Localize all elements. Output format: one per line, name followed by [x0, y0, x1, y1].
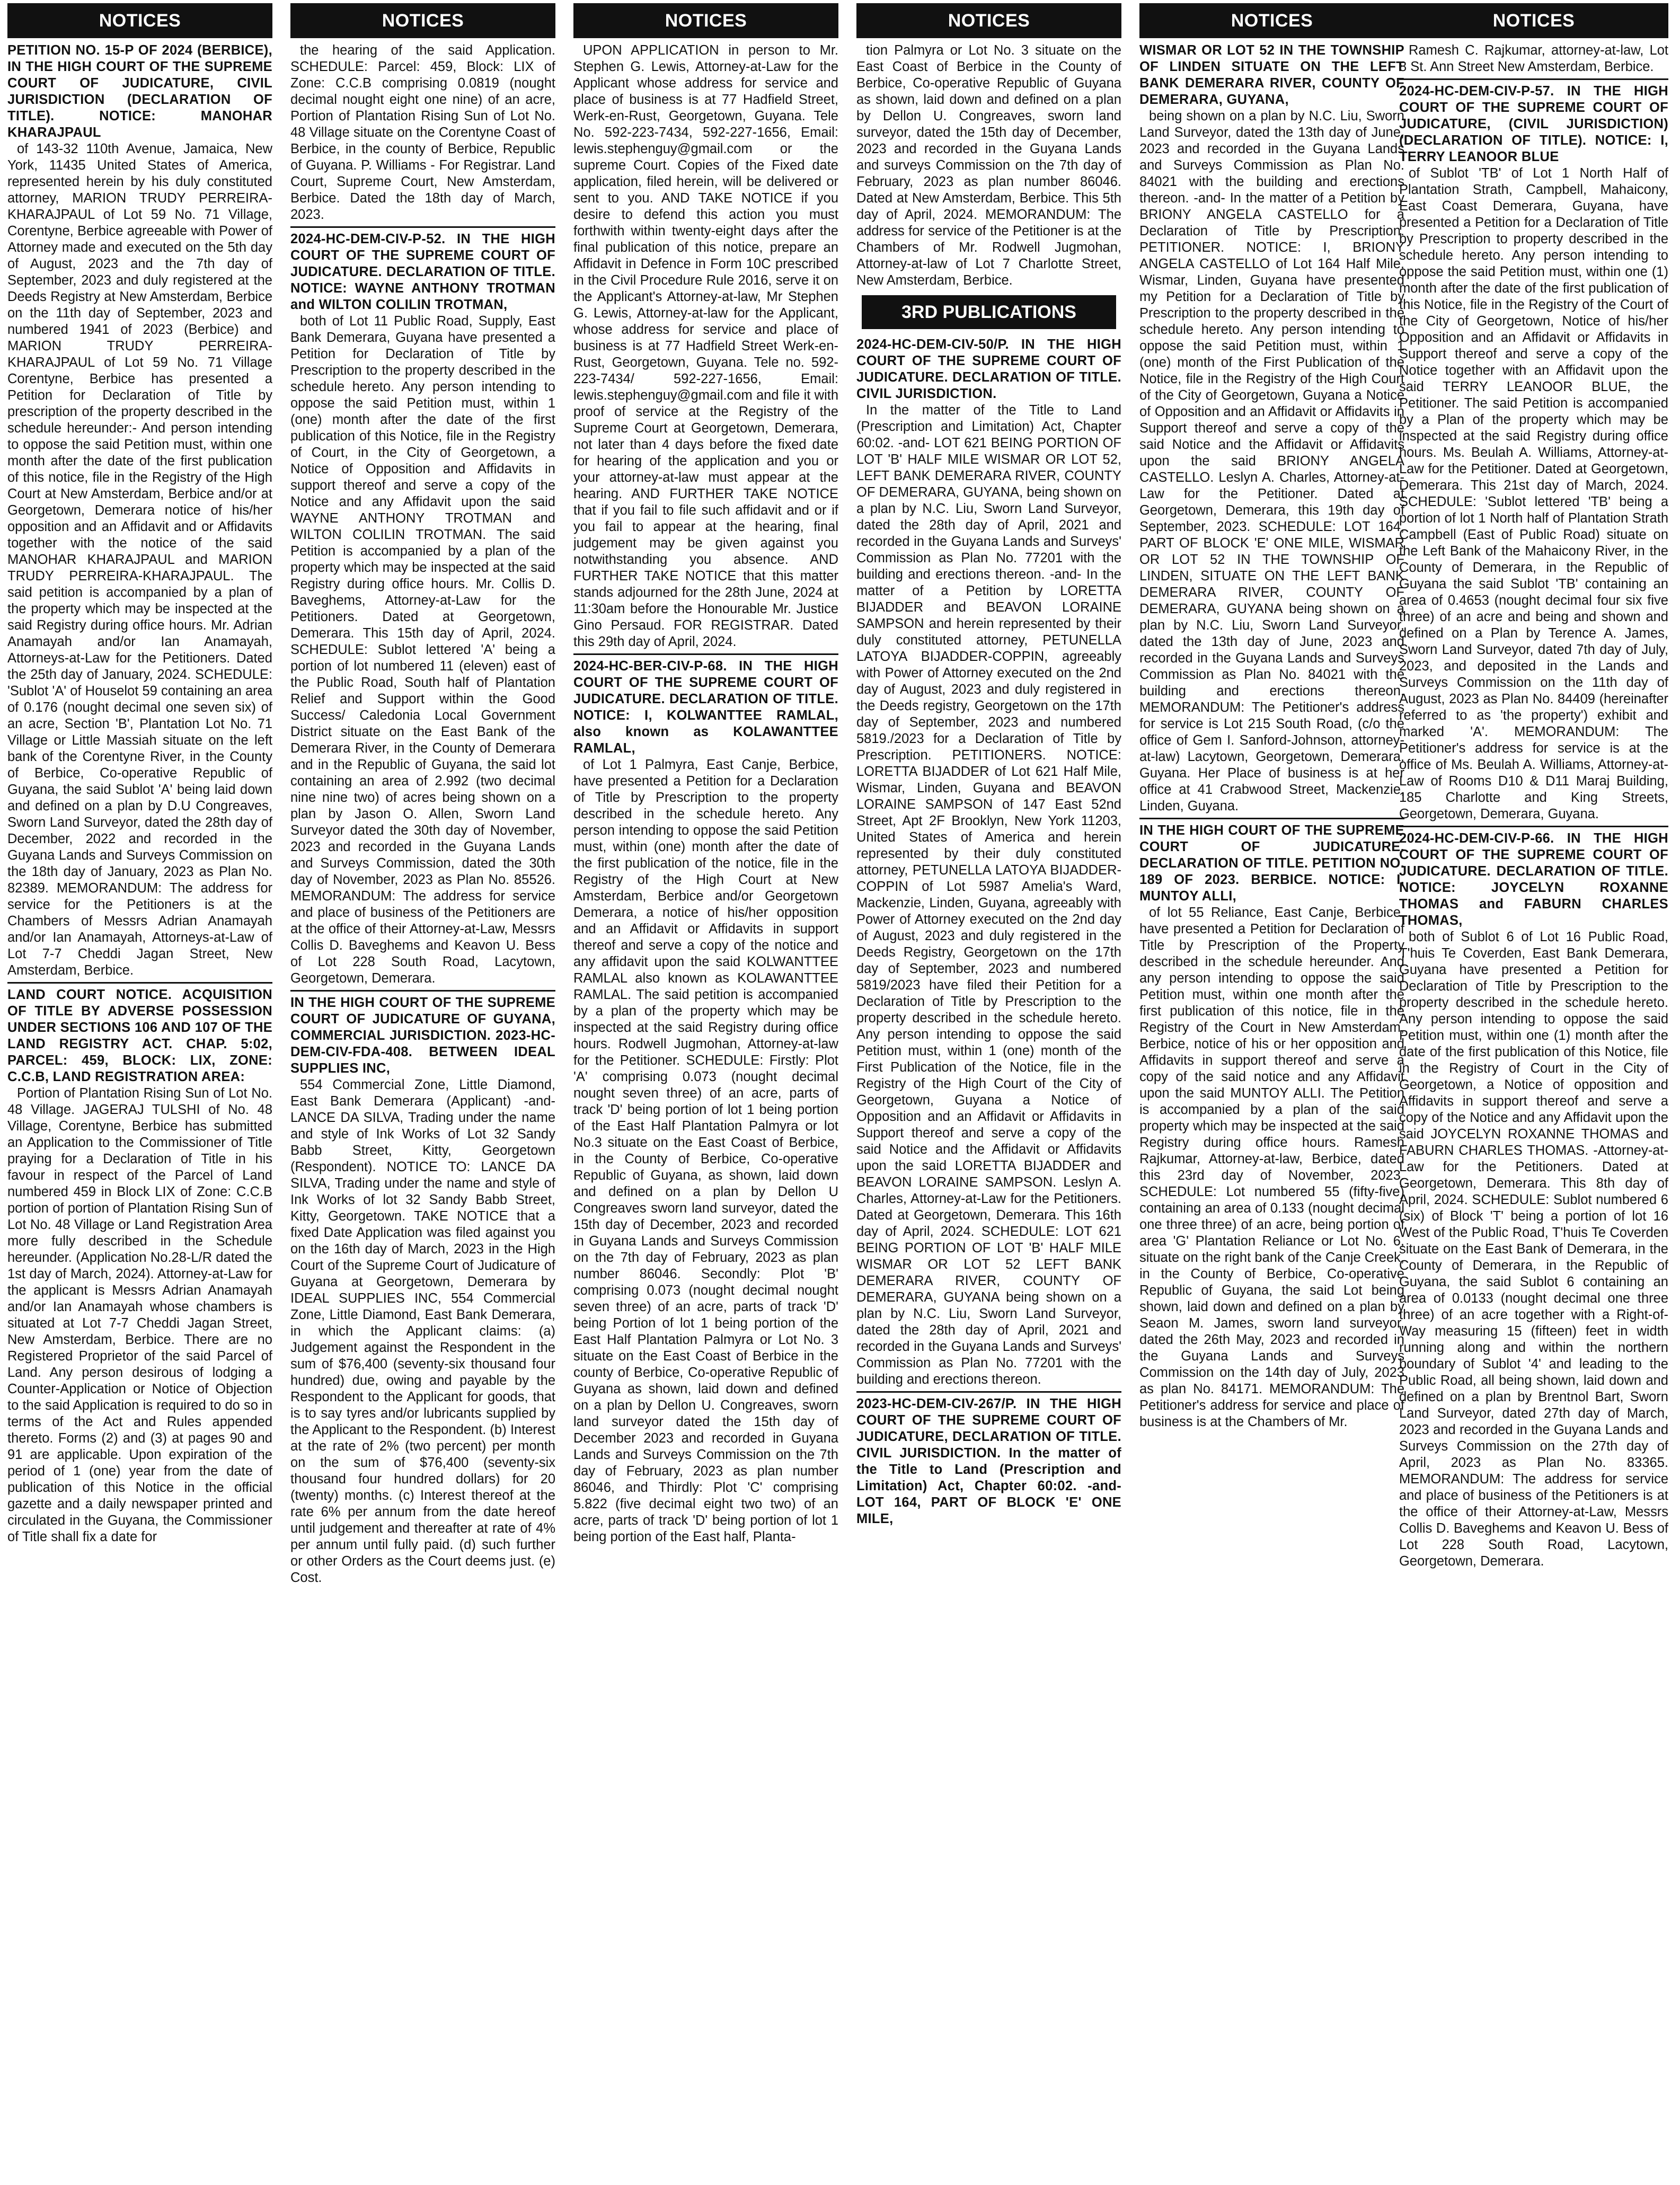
notice — [1399, 830, 1668, 1570]
notice-title: 2024-HC-BER-CIV-P-68. IN THE HIGH COURT OF THE SUPREME COURT OF JUDICATURE. DECLARATION OF TITLE. NOTICE: I, KOLWANTTEE RAMLAL, also known as KOLAWANTTEE RAMLAL, — [573, 659, 838, 756]
notice-body: of 143-32 110th Avenue, Jamaica, New York, 11435 United States of America, represented herein by his duly constituted attorney, MARION TRUDY PERREIRA-KHARAJPAUL of Lot 59 No. 71 Village, Corentyne, Berbice agreeable with Power of Attorney made and executed on the 5th day of August, 2023 and the 7th day of September, 2023 and duly registered at the Deeds Registry at New Amsterdam, Berbice on the 11th day of September, 2023 and numbered 1941 of 2023 (Berbice) and MARION TRUDY PERREIRA-KHARAJPAUL of Lot 59 No. 71 Village Corentyne, Berbice has presented a Petition for Declaration of Title by prescription of the property described in the schedule hereunder:- And person intending to oppose the said Petition must, within one month after the date of the first publication of this notice, file in the Registry of the High Court at New Amsterdam, Berbice and/or at Georgetown, Demerara notice of his/her opposition and an Affidavit and or Affidavits together with the notice of the said MANOHAR KHARAJPAUL and MARION TRUDY PERREIRA-KHARAJPAUL. The said petition is accompanied by a plan of the property which may be inspected at the said Registry during office hours. Mr. Adrian Anamayah and/or Ian Anamayah, Attorneys-at-Law for the Petitioners. Dated the 25th day of January, 2024. SCHEDULE: 'Sublot 'A' of Houselot 59 containing an area of 0.176 (nought decimal one seven six) of an acre, Section 'B', Plantation Lot No. 71 Village or Little Massiah situate on the left bank of the Corentyne River, in the County of Berbice, Co-operative Republic of Guyana, the said Sublot 'A' being laid down and defined on a plan by D.U Congreaves, Sworn Land Surveyor, dated the 28th day of December, 2022 and recorded in the Guyana Lands and Surveys Commission on the 18th day of January, 2023 as Plan No. 82389. MEMORANDUM: The address for service for the Petitioners is at the Chambers of Messrs Adrian Anamayah and/or Ian Anamayah, Attorneys-at-Law of Lot 7-7 Cheddi Jagan Street, New Amsterdam, Berbice. — [7, 141, 272, 978]
notice-body: tion Palmyra or Lot No. 3 situate on the East Coast of Berbice in the County of Berbice, Co-operative Republic of Guyana as shown, laid down and defined on a plan by Dellon U. Congreaves, sworn land surveyor, dated the 15th day of December, 2023 and recorded in the Guyana Lands and surveys Commission on the 7th day of February, 2023 as plan number 86046. Dated at New Amsterdam, Berbice. This 5th day of April, 2024. MEMORANDUM: The address for service of the Petitioner is at the Chambers of Mr. Rodwell Jugmohan, Attorney-at-law of Lot 7 Charlotte Street, New Amsterdam, Berbice. — [856, 43, 1121, 288]
divider — [1399, 78, 1668, 80]
column-header: NOTICES — [1139, 3, 1404, 38]
divider — [290, 990, 555, 992]
notice — [573, 658, 838, 1545]
section-banner: 3RD PUBLICATIONS — [862, 295, 1116, 329]
notice-body: of Sublot 'TB' of Lot 1 North Half of Plantation Strath, Campbell, Mahaicony, East Coast Demerara, Guyana, have presented a Petition for a Declaration of Title by Prescription to property described in the schedule hereto. Any person intending to oppose the said Petition must, within one (1) month after the date of the first publication of this Notice, file in the Registry of the Court of the City of Georgetown, Notice of his/her Opposition and an Affidavit or Affidavits in Support thereof and serve a copy of the Notice together with an Affidavit upon the said TERRY LEANOOR BLUE, the Petitioner. The said Petition is accompanied by a Plan of the property which may be inspected at the said Registry during office hours. Ms. Beulah A. Williams, Attorney-at-Law for the Petitioner. Dated at Georgetown, Demerara. This 21st day of March, 2024. SCHEDULE: 'Sublot lettered 'TB' being a portion of lot 1 North half of Plantation Strath Campbell (East of Public Road) situate on the Left Bank of the Mahaicony River, in the County of Demerara, in the Republic of Guyana the said Sublot 'TB' containing an area of 0.4653 (nought decimal four six five three) of an acre and being and shown and defined on a Plan by Terence A. James, Sworn Land Surveyor, dated 7th day of July, 2023, and deposited in the Lands and Surveys Commission on the 11th day of August, 2023 as Plan No. 84409 (hereinafter referred to as 'the property') exhibit and marked 'A'. MEMORANDUM: The Petitioner's address for service is at the office of Ms. Beulah A. Williams, Attorney-at-Law of Rooms D10 & D11 Maraj Building, 185 Charlotte and King Streets, Georgetown, Demerara, Guyana. — [1399, 166, 1668, 821]
notice-title: 2024-HC-DEM-CIV-P-57. IN THE HIGH COURT OF THE SUPREME COURT OF JUDICATURE, (CIVIL JURISDICTION) (DECLARATION OF TITLE). NOTICE: I, TERRY LEANOOR BLUE — [1399, 84, 1668, 164]
notice-body: In the matter of the Title to Land (Prescription and Limitation) Act, Chapter 60:02. -and- LOT 621 BEING PORTION OF LOT 'B' HALF MILE WISMAR OR LOT 52, LEFT BANK DEMERARA RIVER, COUNTY OF DEMERARA, GUYANA, being shown on a plan by N.C. Liu, Sworn Land Surveyor, dated the 28th day of April, 2021 and recorded in the Guyana Lands and Surveys' Commission as Plan No. 77201 with the building and erections thereon. -and- In the matter of a Petition by LORETTA BIJADDER and BEAVON LORAINE SAMPSON and herein represented by their duly constituted attorney, PETUNELLA LATOYA BIJADDER-COPPIN, agreeably with Power of Attorney executed on the 2nd day of August, 2023 and duly registered in the Deeds registry, Georgetown on the 17th day of September, 2023 and numbered 5819./2023 for a Declaration of Title by Prescription. PETITIONERS. NOTICE: LORETTA BIJADDER of Lot 621 Half Mile, Wismar, Linden, Guyana and BEAVON LORAINE SAMPSON of 147 East 52nd Street, Apt 2F Brooklyn, New York 11203, United States of America and herein represented by their duly constituted attorney, PETUNELLA LATOYA BIJADDER-COPPIN of Lot 5987 Amelia's Ward, Mackenzie, Linden, Guyana, agreeably with Power of Attorney executed on the 2nd day of August, 2023 and duly registered in the Deeds Registry, Georgetown on the 17th day of September, 2023 and numbered 5819/2023 have filed their Petition for a Declaration of Title by Prescription to the property described in the schedule hereto. Any person intending to oppose the said Petition must, within 1 (one) month of the First Publication of the Notice, file in the Registry of the High Court of the City of Georgetown, Guyana a Notice of Opposition and an Affidavit or Affidavits in Support thereof and serve a copy of the said Notice and the Affidavit or Affidavits upon the said LORETTA BIJADDER and BEAVON LORAINE SAMPSON. Leslyn A. Charles, Attorney-at-Law for the Petitioners. Dated at Georgetown, Demerara. This 16th day of April, 2024. SCHEDULE: LOT 621 BEING PORTION OF LOT 'B' HALF MILE WISMAR OR LOT 52 LEFT BANK DEMERARA RIVER, COUNTY OF DEMERARA, GUYANA being shown on a plan by N.C. Liu, Sworn Land Surveyor, dated the 28th day of April, 2021 and recorded in the Guyana Lands and Surveys' Commission as Plan No. 77201 with the building and erections thereon. — [856, 403, 1121, 1387]
column-5 — [1139, 0, 1404, 2185]
notice-title: PETITION NO. 15-P OF 2024 (BERBICE), IN THE HIGH COURT OF THE SUPREME COURT OF JUDICATURE, CIVIL JURISDICTION (DECLARATION OF TITLE). NOTICE: MANOHAR KHARAJPAUL — [7, 43, 272, 140]
notice-title: 2023-HC-DEM-CIV-267/P. IN THE HIGH COURT OF THE SUPREME COURT OF JUDICATURE, DECLARATION OF TITLE. CIVIL JURISDICTION. In the matter of the Title to Land (Prescription and Limitation) Act, Chapter 60:02. -and- LOT 164, PART OF BLOCK 'E' ONE MILE, — [856, 1396, 1121, 1526]
notice — [290, 42, 555, 223]
notice — [856, 42, 1121, 289]
notice-body: 554 Commercial Zone, Little Diamond, East Bank Demerara (Applicant) -and-LANCE DA SILVA, Trading under the name and style of Ink Works of Lot 32 Sandy Babb Street, Kitty, Georgetown (Respondent). NOTICE TO: LANCE DA SILVA, Trading under the name and style of Ink Works of lot 32 Sandy Babb Street, Kitty, Georgetown. TAKE NOTICE that a fixed Date Application was filed against you on the 16th day of March, 2023 in the High Court of the Supreme Court of Judicature of Guyana at Georgetown, Demerara by IDEAL SUPPLIES INC, 554 Commercial Zone, Little Diamond, East Bank Demerara, in which the Applicant claims: (a) Judgement against the Respondent in the sum of $76,400 (seventy-six thousand four hundred) due, owing and payable by the Respondent to the Applicant for goods, that is to say tyres and/or lubricants supplied by the Applicant to the Respondent. (b) Interest at the rate of 2% (two percent) per month on the sum of $76,400 (seventy-six thousand four hundred dollars) for 20 (twenty) months. (c) Interest thereof at the rate 6% per annum from the date hereof until judgement and thereafter at rate of 4% per annum until fully paid. (d) such further or other Orders as the Court deems just. (e) Cost. — [290, 1077, 555, 1585]
notice-body: UPON APPLICATION in person to Mr. Stephen G. Lewis, Attorney-at-Law for the Applicant whose address for service and place of business is at 77 Hadfield Street, Werk-en-Rust, Georgetown, Guyana. Tele No. 592-223-7434, 592-227-1656, Email: lewis.stephenguy@gmail.com or the supreme Court. Copies of the Fixed date application, filed herein, will be delivered or sent to you. AND TAKE NOTICE if you desire to defend this action you must forthwith within twenty-eight days after the final publication of this notice, prepare an Affidavit in Defence in Form 10C prescribed in the Civil Procedure Rule 2016, serve it on the Applicant's Attorney-at-law, Mr Stephen G. Lewis, Attorney-at-law for the Applicant, whose address for service and place of business is at 77 Hadfield Street Werk-en-Rust, Georgetown, Guyana. Tele no. 592-223-7434/ 592-227-1656, Email: lewis.stephenguy@gmail.com and file it with proof of service at the Registry of the Supreme Court at Georgetown, Demerara, not later than 4 days before the fixed date for hearing of the application and you or your attorney-at-law must appear at the hearing. AND FURTHER TAKE NOTICE that if you fail to file such affidavit and or if you fail to appear at the hearing, final judgement may be given against you notwithstanding you absence. AND FURTHER TAKE NOTICE that this matter stands adjourned for the 28th June, 2024 at 11:30am before the Honourable Mr. Justice Gino Persaud. FOR REGISTRAR. Dated this 29th day of April, 2024. — [573, 43, 838, 649]
notice-title: IN THE HIGH COURT OF THE SUPREME COURT OF JUDICATURE OF GUYANA, COMMERCIAL JURISDICTION. 2023-HC-DEM-CIV-FDA-408. BETWEEN IDEAL SUPPLIES INC, — [290, 995, 555, 1076]
notice-title: WISMAR OR LOT 52 IN THE TOWNSHIP OF LINDEN SITUATE ON THE LEFT BANK DEMERARA RIVER, COUNTY OF DEMERARA, GUYANA, — [1139, 43, 1404, 107]
notice-body: the hearing of the said Application. SCHEDULE: Parcel: 459, Block: LIX of Zone: C.C.B comprising 0.0819 (nought decimal nought eight one nine) of an acre, Portion of Plantation Rising Sun of Lot No. 48 Village situate on the Corentyne Coast of Berbice, in the county of Berbice, Republic of Guyana. P. Williams - For Registrar. Land Court, Supreme Court, New Amsterdam, Berbice. Dated the 18th day of March, 2023. — [290, 43, 555, 222]
notice-body: both of Lot 11 Public Road, Supply, East Bank Demerara, Guyana have presented a Petition for Declaration of Title by Prescription to the property described in the schedule hereto. Any person intending to oppose the said Petition must, within 1 (one) month after the date of the first publication of this Notice, file in the Registry of Court, in the City of Georgetown, a Notice of Opposition and Affidavits in support thereof and serve a copy of the Notice and any Affidavit upon the said WAYNE ANTHONY TROTMAN and WILTON COLILIN TROTMAN. The said Petition is accompanied by a plan of the property which may be inspected at the said Registry during office hours. Mr. Collis D. Baveghems, Attorney-at-Law for the Petitioners. Dated at Georgetown, Demerara. This 15th day of April, 2024. SCHEDULE: Sublot lettered 'A' being a portion of lot numbered 11 (eleven) east of the Public Road, South half of Plantation Relief and Support within the Good Success/ Caledonia Local Government District situate on the East Bank of the Demerara River, in the County of Demerara and in the Republic of Guyana, the said lot containing an area of 2.992 (two decimal nine nine two) of acres being shown on a plan by Jason O. Allen, Sworn Land Surveyor dated the 30th day of November, 2023 and recorded in the Guyana Lands and Surveys Commission, dated the 30th day of November, 2023 as Plan No. 85526. MEMORANDUM: The address for service and place of business of the Petitioners are at the office of their Attorney-at-Law, Messrs Collis D. Baveghems and Keavon U. Bess of Lot 228 South Road, Lacytown, Georgetown, Demerara. — [290, 314, 555, 986]
divider — [573, 653, 838, 655]
column-header: NOTICES — [573, 3, 838, 38]
notice-body: both of Sublot 6 of Lot 16 Public Road, T'huis Te Coverden, East Bank Demerara, Guyana have presented a Petition for Declaration of Title by Prescription to the property described in the schedule hereto. Any person intending to oppose the said Petition must, within one (1) month after the date of the first publication of this Notice, file in the Registry of Court in the City of Georgetown, a Notice of opposition and Affidavits in support thereof and serve a copy of the Notice and any Affidavit upon the said JOYCELYN ROXANNE THOMAS and FABURN CHARLES THOMAS. -Attorney-at-Law for the Petitioners. Dated at Georgetown, Demerara. This 8th day of April, 2024. SCHEDULE: Sublot numbered 6 (six) of Block 'T' being a portion of lot 16 West of the Public Road, T'huis Te Coverden situate on the East Bank of Demerara, in the County of Demerara, in the Republic of Guyana, the said Sublot 6 containing an area of 0.0133 (nought decimal one three three) of an acre together with a Right-of-Way measuring 15 (fifteen) feet in width running along and within the northern boundary of Sublot '4' and leading to the Public Road, all being shown, laid down and defined on a plan by Brentnol Bart, Sworn Land Surveyor, dated 27th day of March, 2023 and recorded in the Guyana Lands and Surveys Commission on the 27th day of April, 2023 as Plan No. 83365. MEMORANDUM: The address for service and place of business of the Petitioners is at the office of their Attorney-at-Law, Messrs Collis D. Baveghems and Keavon U. Bess of Lot 228 South Road, Lacytown, Georgetown, Demerara. — [1399, 930, 1668, 1569]
notice-body: Portion of Plantation Rising Sun of Lot No. 48 Village. JAGERAJ TULSHI of No. 48 Village, Corentyne, Berbice has submitted an Application to the Commissioner of Title praying for a Declaration of Title in his favour in respect of the Parcel of Land numbered 459 in Block LIX of Zone: C.C.B portion of portion of Plantation Rising Sun of Lot No. 48 Village or Land Registration Area more fully described in the Schedule hereunder. (Application No.28-L/R dated the 1st day of March, 2024). Attorney-at-Law for the applicant is Messrs Adrian Anamayah and/or Ian Anamayah whose chambers is situated at Lot 7-7 Cheddi Jagan Street, New Amsterdam, Berbice. There are no Registered Proprietor of the said Parcel of Land. Any person desirous of lodging a Counter-Application or Notice of Objection to the said Application is required to do so in terms of the Act and Rules appended thereto. Forms (2) and (3) at pages 90 and 91 are applicable. Upon expiration of the period of 1 (one) year from the date of publication of this Notice in the official gazette and a daily newspaper printed and circulated in the Guyana, the Commissioner of Title shall fix a date for — [7, 1086, 272, 1544]
notice — [7, 42, 272, 979]
notice — [1399, 83, 1668, 822]
notice — [7, 987, 272, 1545]
column-header: NOTICES — [856, 3, 1121, 38]
notice-body: being shown on a plan by N.C. Liu, Sworn Land Surveyor, dated the 13th day of June, 2023 and recorded in the Guyana Lands and Surveys Commission as Plan No. 84021 with the building and erections thereon. -and- In the matter of a Petition by BRIONY ANGELA CASTELLO for a Declaration of Title by Prescription. PETITIONER. NOTICE: I, BRIONY ANGELA CASTELLO of Lot 164 Half Mile, Wismar, Linden, Guyana have presented my Petition for a Declaration of Title by Prescription to the property described in the schedule hereto. Any person intending to oppose the said Petition must, within 1 (one) month of the First Publication of the Notice, file in the Registry of the High Court of the City of Georgetown, Guyana a Notice of Opposition and an Affidavit or Affidavits in Support thereof and serve a copy of the said Notice and the Affidavit or Affidavits upon the said BRIONY ANGELA CASTELLO. Leslyn A. Charles, Attorney-at-Law for the Petitioner. Dated at Georgetown, Demerara, this 19th day of September, 2023. SCHEDULE: LOT 164, PART OF BLOCK 'E' ONE MILE, WISMAR OR LOT 52 IN THE TOWNSHIP OF LINDEN, SITUATE ON THE LEFT BANK DEMERARA RIVER, COUNTY OF DEMERARA, GUYANA being shown on a plan by N.C. Liu, Sworn Land Surveyor, dated the 13th day of June, 2023 and recorded in the Guyana Lands and Surveys Commission as Plan No. 84021 with the building and erections thereon. MEMORANDUM: The Petitioner's address for service is Lot 215 South Road, (c/o the office of Gem I. Sanford-Johnson, attorney-at-law) Lacytown, Georgetown, Demerara, Guyana. Her Place of business is at her office at 41 Crabwood Street, Mackenzie, Linden, Guyana. — [1139, 109, 1404, 813]
notice — [290, 231, 555, 987]
divider — [1139, 818, 1404, 819]
divider — [1399, 826, 1668, 827]
notice — [856, 1396, 1121, 1527]
notice — [290, 995, 555, 1586]
notice-title: 2024-HC-DEM-CIV-P-66. IN THE HIGH COURT OF THE SUPREME COURT OF JUDICATURE. DECLARATION OF TITLE. NOTICE: JOYCELYN ROXANNE THOMAS and FABURN CHARLES THOMAS, — [1399, 831, 1668, 928]
divider — [290, 226, 555, 228]
column-header: NOTICES — [1399, 3, 1668, 38]
notice-body: of Lot 1 Palmyra, East Canje, Berbice, have presented a Petition for a Declaration of Title by Prescription to the property described in the schedule hereto. Any person intending to oppose the said Petition must, within (one) month after the date of the first publication of the notice, file in the Registry of the High Court at New Amsterdam, Berbice and/or Georgetown Demerara, a notice of his/her opposition and an Affidavit or Affidavits in support thereof and serve a copy of the notice and any affidavit upon the said KOLWANTTEE RAMLAL also known as KOLAWANTTEE RAMLAL. The said petition is accompanied by a plan of the property which may be inspected at the said Registry during office hours. Rodwell Jugmohan, Attorney-at-law for the Petitioner. SCHEDULE: Firstly: Plot 'A' comprising 0.073 (nought decimal nought seven three) of an acre, parts of track 'D' being portion of lot 1 being portion of the East Half Plantation Palmyra or lot No.3 situate on the East Coast of Berbice, in the County of Berbice, Co-operative Republic of Guyana, as shown, laid down and defined on a plan by Dellon U Congreaves sworn land surveyor, dated the 15th day of December, 2023 and recorded in Guyana Lands and Surveys Commission on the 7th day of February, 2023 as plan number 86046. Secondly: Plot 'B' comprising 0.073 (nought decimal nought seven three) of an acre, parts of track 'D' being Portion of lot 1 being portion of the East Half Plantation Palmyra or Lot No. 3 situate on the East Coast of Berbice in the county of Berbice, Co-operative Republic of Guyana as shown, laid down and defined on a plan by Dellon U. Congreaves, sworn land surveyor dated the 15th day of December 2023 and recorded in Guyana Lands and Surveys Commission on the 7th day of February, 2023 as plan number 86046, and Thirdly: Plot 'C' comprising 5.822 (five decimal eight two two) of an acre, parts of track 'D' being portion of lot 1 being portion of the East half, Planta- — [573, 757, 838, 1544]
notice — [573, 42, 838, 650]
notice-body: Ramesh C. Rajkumar, attorney-at-law, Lot 8 St. Ann Street New Amsterdam, Berbice. — [1399, 43, 1668, 74]
column-6 — [1399, 0, 1668, 2185]
column-3 — [573, 0, 838, 2185]
column-header: NOTICES — [290, 3, 555, 38]
notice-title: 2024-HC-DEM-CIV-50/P. IN THE HIGH COURT OF THE SUPREME COURT OF JUDICATURE. DECLARATION OF TITLE. CIVIL JURISDICTION. — [856, 337, 1121, 401]
divider — [7, 982, 272, 984]
notice-title: 2024-HC-DEM-CIV-P-52. IN THE HIGH COURT OF THE SUPREME COURT OF JUDICATURE. DECLARATION OF TITLE. NOTICE: WAYNE ANTHONY TROTMAN and WILTON COLILIN TROTMAN, — [290, 232, 555, 312]
column-header: NOTICES — [7, 3, 272, 38]
notice — [1399, 42, 1668, 75]
column-2 — [290, 0, 555, 2185]
notice — [1139, 42, 1404, 815]
column-1 — [7, 0, 272, 2185]
column-4 — [856, 0, 1121, 2185]
notice-title: LAND COURT NOTICE. ACQUISITION OF TITLE BY ADVERSE POSSESSION UNDER SECTIONS 106 AND 107 OF THE LAND REGISTRY ACT. CHAP. 5:02, PARCEL: 459, BLOCK: LIX, ZONE: C.C.B, LAND REGISTRATION AREA: — [7, 987, 272, 1084]
notice — [856, 337, 1121, 1388]
divider — [856, 1391, 1121, 1393]
notice-title: IN THE HIGH COURT OF THE SUPREME COURT OF JUDICATURE. DECLARATION OF TITLE. PETITION NO. 189 OF 2023. BERBICE. NOTICE: I, MUNTOY ALLI, — [1139, 823, 1404, 904]
notice-body: of lot 55 Reliance, East Canje, Berbice, have presented a Petition for Declaration of Title by Prescription of the Property described in the schedule hereunder. And any person intending to oppose the said Petition must, within one month after the first publication of this notice, file in the Registry of the Court in New Amsterdam, Berbice, notice of his or her opposition and Affidavits in support thereof and serve a copy of the said notice and any Affidavit upon the said MUNTOY ALLI. The Petition is accompanied by a plan of the said property which may be inspected at the said Registry during office hours. Ramesh Rajkumar, Attorney-at-law, Berbice, dated this 23rd day of November, 2023. SCHEDULE: Lot numbered 55 (fifty-five) containing an area of 0.133 (nought decimal one three three) of an acre, being portion of area 'G' Plantation Reliance or Lot No. 6, situate on the right bank of the Canje Creek, in the County of Berbice, Co-operative Republic of Guyana, the said Lot being shown, laid down and defined on a plan by Seaon M. James, sworn land surveyor, dated the 26th May, 2023 and recorded in the Guyana Lands and Surveys Commission on the 14th day of July, 2023 as plan No. 84171. MEMORANDUM: The Petitioner's address for service and place of business is at the Chambers of Mr. — [1139, 905, 1404, 1429]
notice — [1139, 822, 1404, 1430]
